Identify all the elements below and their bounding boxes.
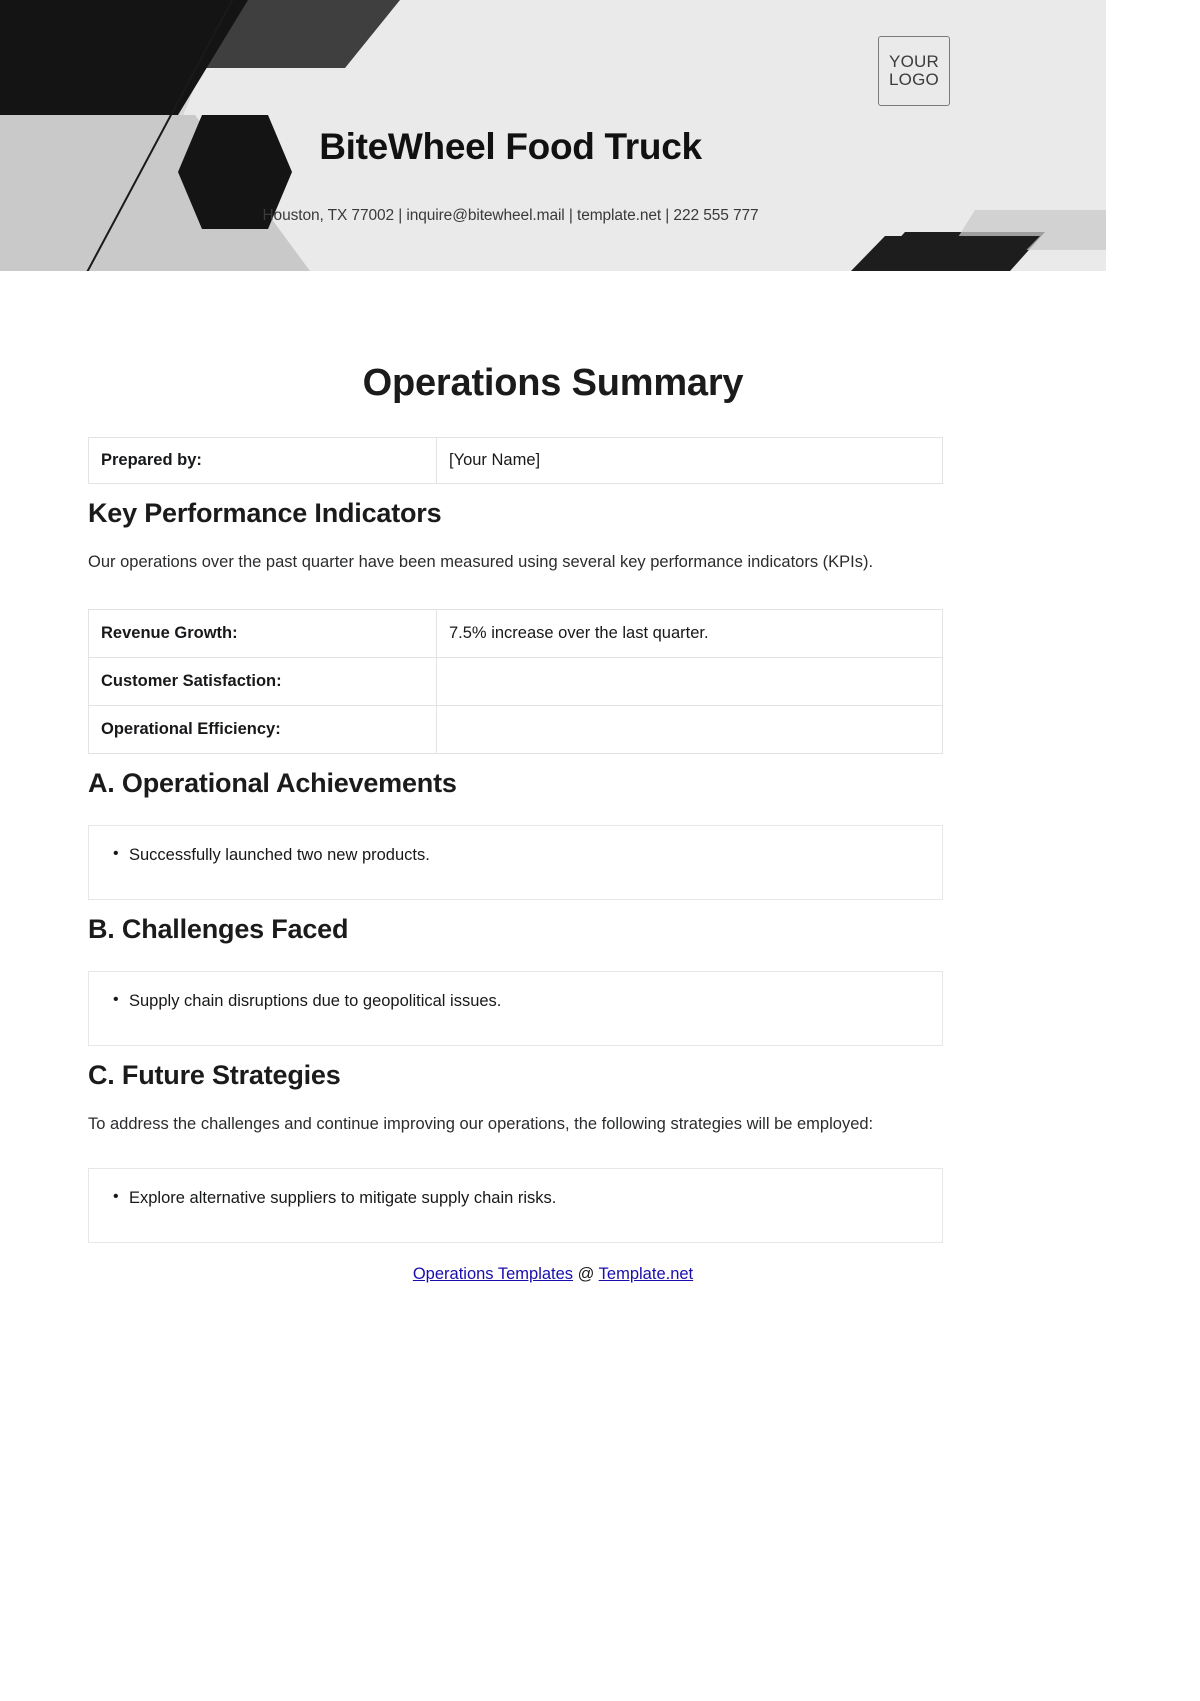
- kpi-heading: Key Performance Indicators: [88, 498, 442, 528]
- prepared-by-table: [88, 437, 943, 484]
- table-row: [89, 438, 943, 484]
- prepared-by-value[interactable]: [Your Name]: [437, 438, 943, 484]
- section-c-intro-paragraph: To address the challenges and continue improving our operations, the following strategies will be employed:: [88, 1115, 874, 1133]
- footer-separator: @: [573, 1265, 599, 1283]
- list-item: • Successfully launched two new products.: [101, 844, 930, 867]
- kpi-value-operational-efficiency[interactable]: [437, 706, 943, 754]
- template-net-link[interactable]: Template.net: [598, 1265, 694, 1283]
- section-b-bullet-box[interactable]: [88, 971, 943, 1046]
- list-item: • Explore alternative suppliers to mitigate supply chain risks.: [101, 1187, 930, 1210]
- logo-placeholder: [878, 36, 950, 106]
- kpi-table: [88, 609, 943, 754]
- section-c-list: [101, 1187, 930, 1210]
- footer-attribution: [88, 1265, 1018, 1284]
- logo-placeholder-line1: YOUR: [889, 51, 939, 71]
- kpi-label-operational-efficiency: Operational Efficiency:: [89, 706, 437, 754]
- section-a-heading: A. Operational Achievements: [88, 768, 457, 798]
- kpi-intro-paragraph: Our operations over the past quarter have been measured using several key performance indicators (KPIs).: [88, 553, 874, 571]
- kpi-label-revenue-growth: Revenue Growth:: [89, 610, 437, 658]
- company-name: BiteWheel Food Truck: [319, 126, 702, 167]
- operations-templates-link[interactable]: Operations Templates: [412, 1265, 574, 1283]
- section-a-bullet-box[interactable]: [88, 825, 943, 900]
- table-row: [89, 658, 943, 706]
- section-a-list: [101, 844, 930, 867]
- logo-placeholder-line2: LOGO: [889, 70, 939, 89]
- document-body: [0, 362, 1200, 1284]
- prepared-by-label: Prepared by:: [89, 438, 437, 484]
- table-row: [89, 706, 943, 754]
- list-item: • Supply chain disruptions due to geopolitical issues.: [101, 990, 930, 1013]
- kpi-label-customer-satisfaction: Customer Satisfaction:: [89, 658, 437, 706]
- company-contact-line: Houston, TX 77002 | inquire@bitewheel.mail | template.net | 222 555 777: [262, 207, 759, 224]
- section-c-heading: C. Future Strategies: [88, 1060, 341, 1090]
- section-c-bullet-box[interactable]: [88, 1168, 943, 1243]
- letterhead-header: [0, 0, 1106, 271]
- section-b-list: [101, 990, 930, 1013]
- kpi-value-customer-satisfaction[interactable]: [437, 658, 943, 706]
- section-b-heading: B. Challenges Faced: [88, 914, 349, 944]
- page-title: Operations Summary: [362, 362, 744, 404]
- table-row: [89, 610, 943, 658]
- kpi-value-revenue-growth[interactable]: 7.5% increase over the last quarter.: [437, 610, 943, 658]
